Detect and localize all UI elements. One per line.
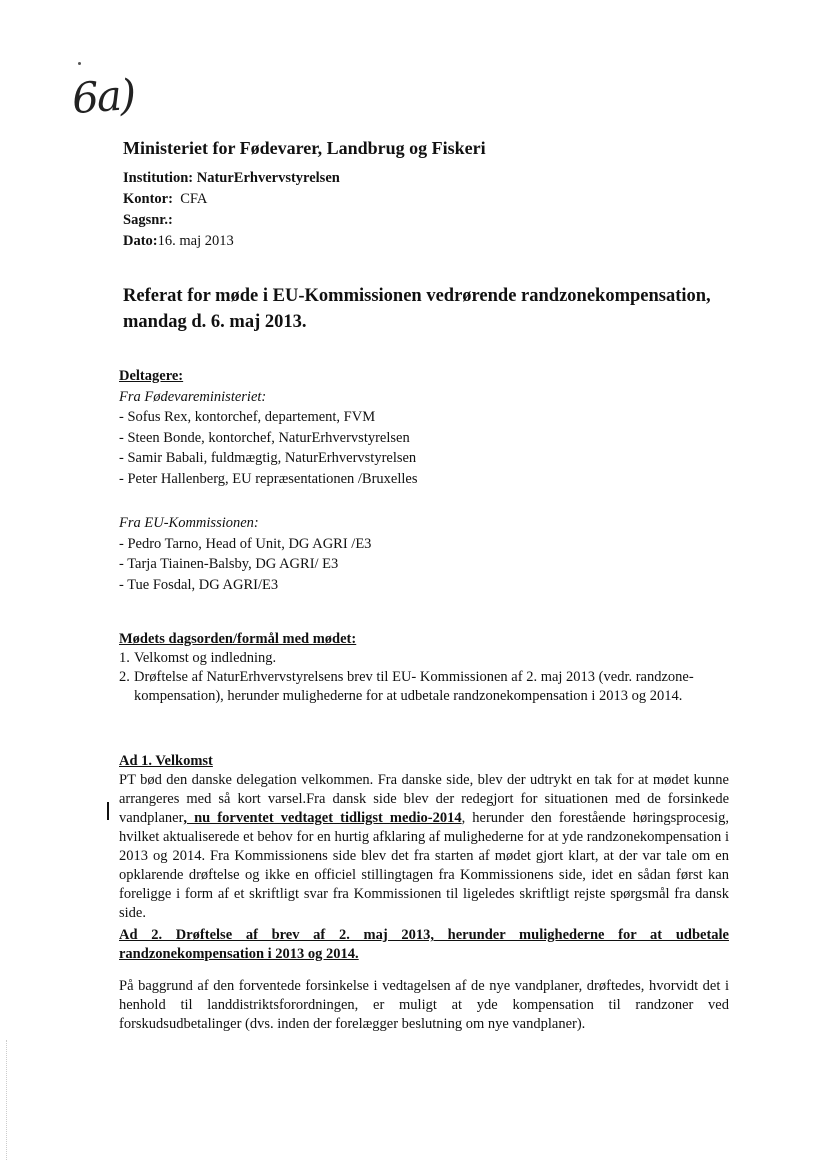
- agenda-item-1: 1. Velkomst og indledning.: [119, 650, 277, 666]
- participants-section: [119, 366, 739, 489]
- commission-section: [119, 513, 739, 595]
- margin-mark: [107, 802, 109, 820]
- list-item: - Samir Babali, fuldmægtig, NaturErhvervstyrelsen: [119, 450, 417, 466]
- institution-line: Institution: NaturErhvervstyrelsen: [123, 170, 340, 186]
- ad2-body: [119, 977, 729, 1034]
- ministry-name: Ministeriet for Fødevarer, Landbrug og Fiskeri: [123, 138, 486, 158]
- ad2-text: På baggrund af den forventede forsinkelse i vedtagelsen af de nye vandplaner, drøftedes, hvorvidt det i henhold til landdistriktsforordningen, er muligt at yde kompensation til randzoner ved forskudsudbetalinger (dvs. inden der forelægger beslutning om nye vandplaner).: [119, 978, 729, 1032]
- ad2-section: [119, 926, 729, 964]
- date-value: 16. maj 2013: [157, 233, 234, 249]
- ad1-text: PT bød den danske delegation velkommen. Fra danske side, blev der udtrykt en tak for at mødet kunne arrangeres med så kort varsel.Fra dansk side blev der redegjort for situationen med de forsinkede vandplaner, nu forventet vedtaget tidligst medio-2014, herunder den forestående høringsprocesig, hvilket aktualiserede et behov for en hurtig afklaring af mulighederne for at yde randzonekompensation i 2013 og 2014. Fra Kommissionens side blev det fra starten af mødet gjort klart, at der var tale om en opklarende drøftelse og ikke en officiel stillingtagen fra Kommissionens side, idet en sådan først kan foreligge i form af et skriftligt svar fra Kommissionen til ligeledes skriftligt rejste spørgsmål fra dansk side.: [119, 772, 729, 921]
- institution-value: NaturErhvervstyrelsen: [196, 170, 340, 186]
- agenda-heading: Mødets dagsorden/formål med mødet:: [119, 631, 357, 647]
- list-item: - Pedro Tarno, Head of Unit, DG AGRI /E3: [119, 535, 372, 552]
- ad1-heading: Ad 1. Velkomst: [119, 753, 213, 769]
- group1-label: Fra Fødevareministeriet:: [119, 388, 267, 405]
- office-value: CFA: [180, 191, 208, 207]
- list-item: - Tarja Tiainen-Balsby, DG AGRI/ E3: [119, 556, 339, 572]
- scan-edge: [6, 1040, 8, 1160]
- group1-list: [119, 407, 739, 489]
- list-item: - Tue Fosdal, DG AGRI/E3: [119, 576, 279, 593]
- ad1-underlined-text: , nu forventet vedtaget tidligst medio-2014: [183, 810, 462, 826]
- list-item: - Peter Hallenberg, EU repræsentationen /Bruxelles: [119, 470, 418, 487]
- office-line: Kontor: CFA: [123, 191, 208, 207]
- document-title: Referat for møde i EU-Kommissionen vedrørende randzonekompensation, mandag d. 6. maj 2013.: [123, 286, 711, 332]
- handwritten-note: 6a): [70, 69, 136, 124]
- header-meta: [123, 168, 340, 252]
- list-item: - Steen Bonde, kontorchef, NaturErhvervstyrelsen: [119, 429, 410, 446]
- agenda-item-2: 2. Drøftelse af NaturErhvervstyrelsens brev til EU- Kommissionen af 2. maj 2013 (vedr. randzone-: [119, 669, 694, 685]
- agenda-item-2-cont: kompensation), herunder mulighederne for at udbetale randzonekompensation i 2013 og 2014.: [134, 688, 683, 704]
- participants-heading: Deltagere:: [119, 368, 184, 384]
- list-item: - Sofus Rex, kontorchef, departement, FVM: [119, 409, 376, 425]
- agenda-section: [119, 630, 739, 706]
- group2-label: Fra EU-Kommissionen:: [119, 515, 259, 531]
- ad1-section: [119, 752, 729, 923]
- case-line: Sagsnr.:: [123, 212, 173, 228]
- ink-dot: [78, 62, 81, 65]
- group2-list: [119, 534, 739, 596]
- ad2-heading: Ad 2. Drøftelse af brev af 2. maj 2013, herunder mulighederne for at udbetale randzonekompensation i 2013 og 2014.: [119, 927, 729, 962]
- date-line: Dato:16. maj 2013: [123, 233, 234, 249]
